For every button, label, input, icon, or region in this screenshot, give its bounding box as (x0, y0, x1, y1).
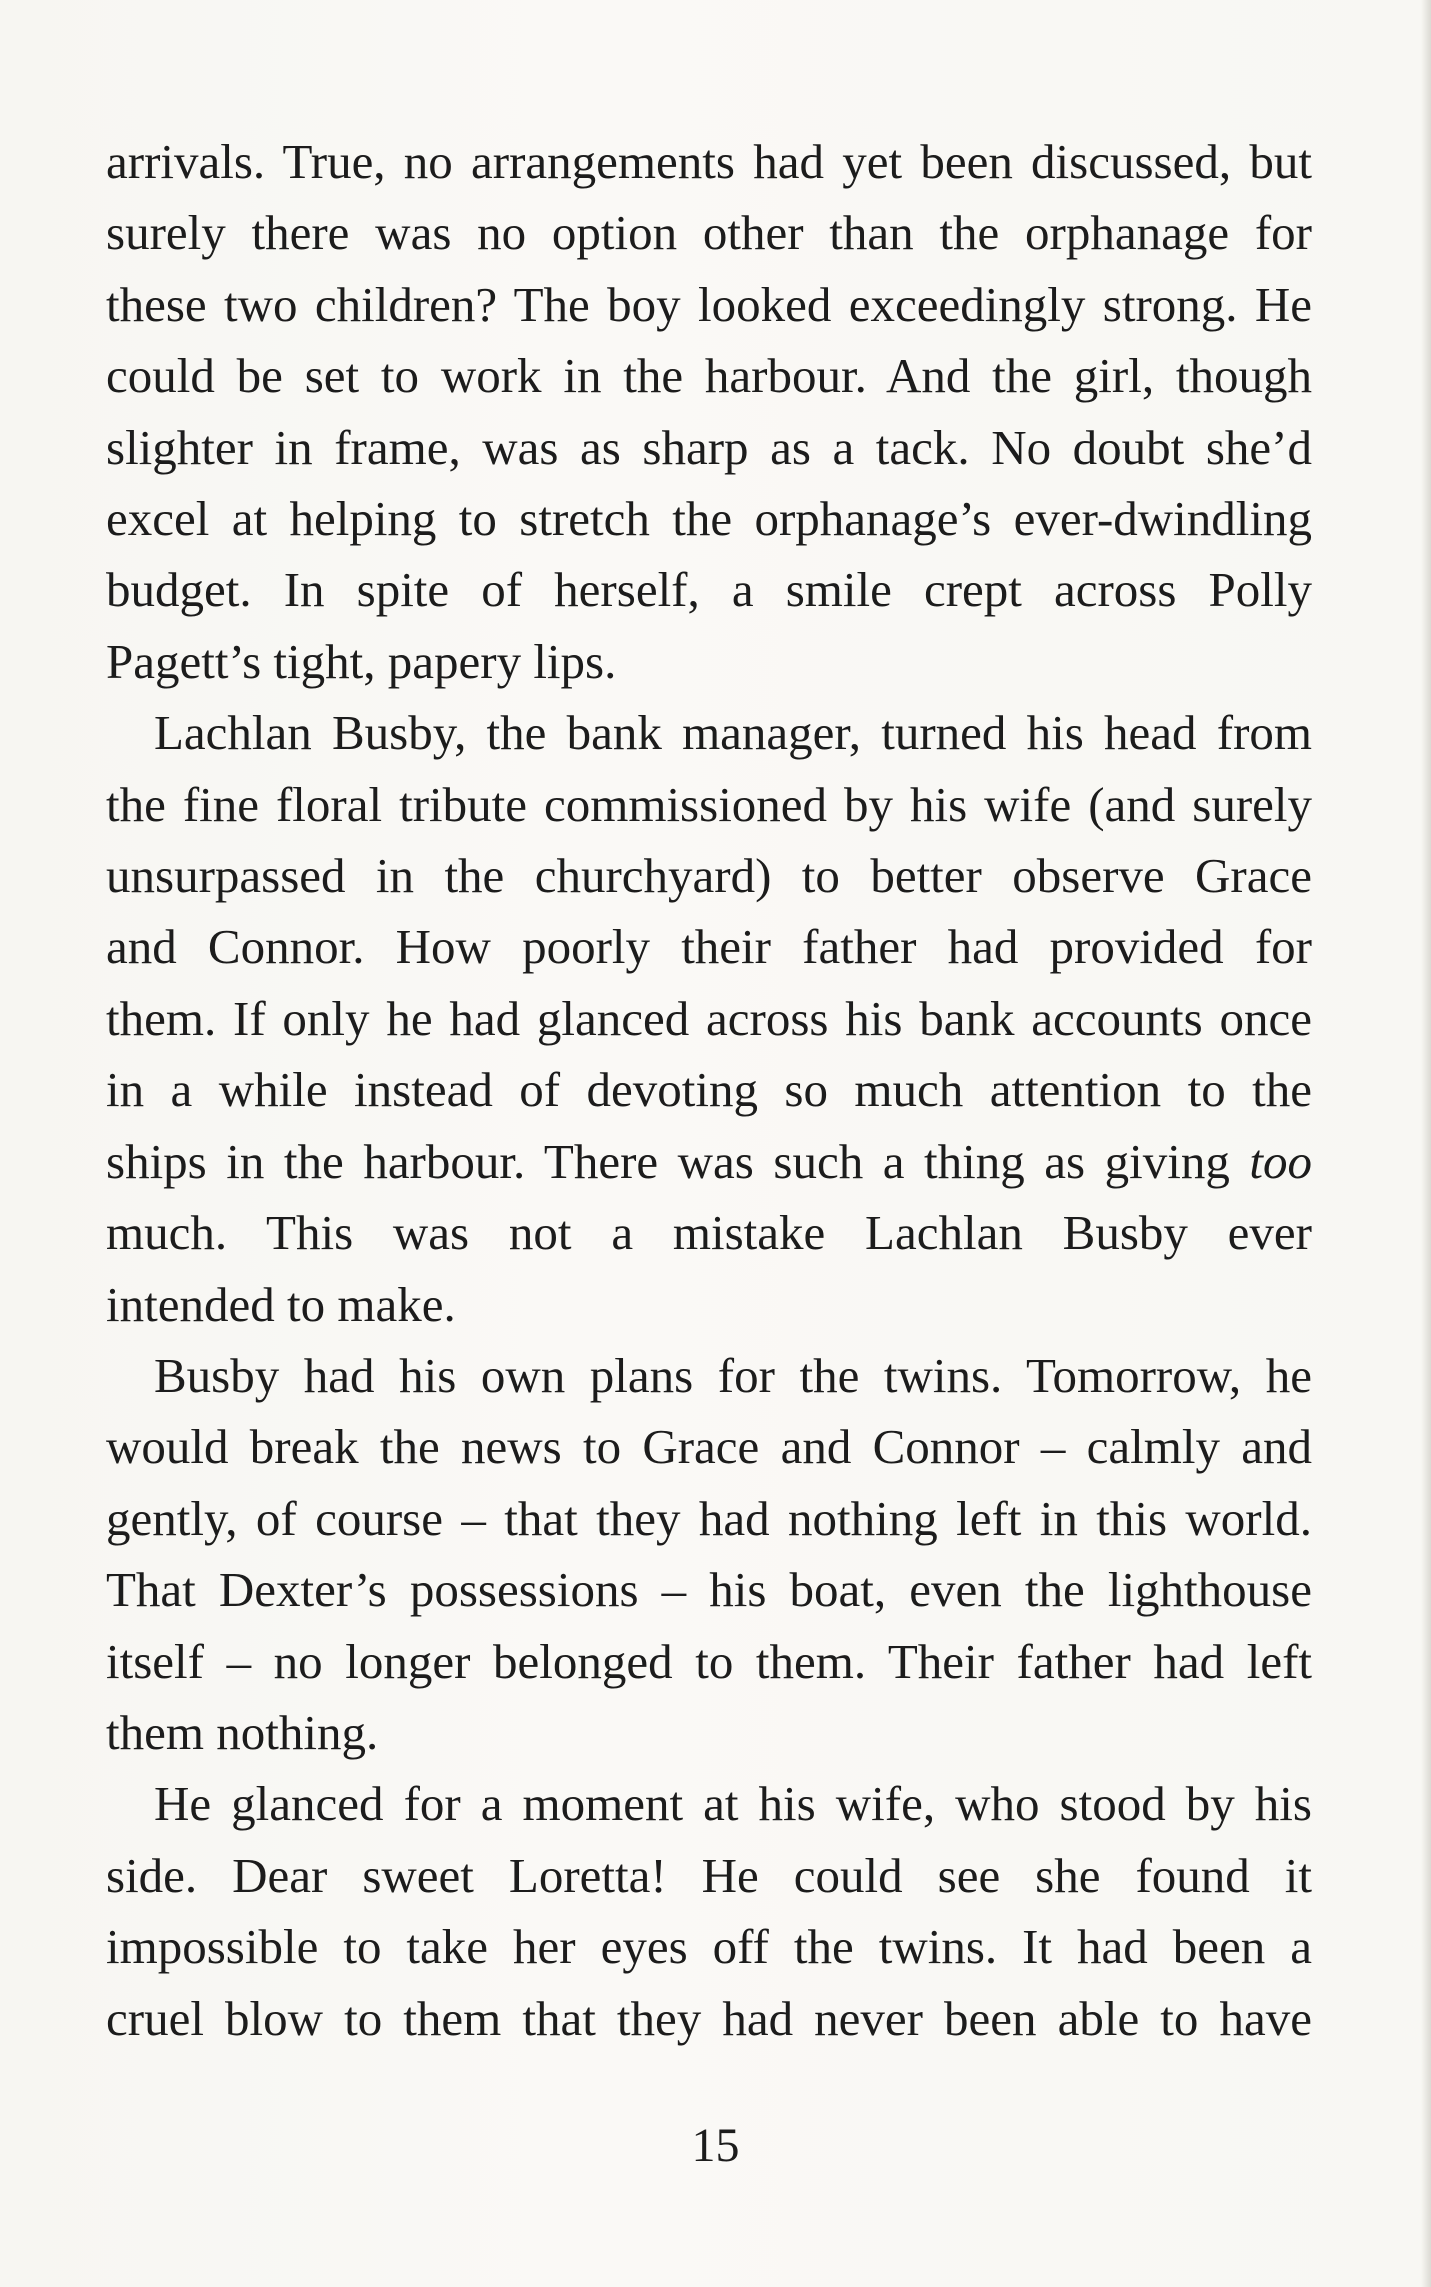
text-line: gently, of course – that they had nothing left in this world. (106, 1490, 1312, 1546)
text-line: much. This was not a mistake Lachlan Busby ever (106, 1205, 1312, 1261)
text-line: excel at helping to stretch the orphanage’s ever-dwindling (106, 491, 1312, 547)
text-line-with-emphasis (106, 1126, 1312, 1197)
text-line: That Dexter’s possessions – his boat, even the lighthouse (106, 1562, 1312, 1618)
paragraph-4 (106, 1768, 1312, 2054)
text-line: them. If only he had glanced across his bank accounts once (106, 990, 1312, 1046)
text-line: unsurpassed in the churchyard) to better observe Grace (106, 848, 1312, 904)
body-text (106, 126, 1312, 2054)
text-line: Busby had his own plans for the twins. Tomorrow, he (154, 1347, 1312, 1403)
text-line: Pagett’s tight, papery lips. (106, 633, 617, 689)
text-line: He glanced for a moment at his wife, who stood by his (154, 1776, 1312, 1832)
text-line: arrivals. True, no arrangements had yet been discussed, but (106, 134, 1312, 189)
text-line: intended to make. (106, 1276, 456, 1332)
text-line: surely there was no option other than the orphanage for (106, 205, 1312, 261)
text-line: would break the news to Grace and Connor – calmly and (106, 1419, 1312, 1475)
paragraph-3 (106, 1340, 1312, 1768)
emphasis-word: too (1249, 1133, 1312, 1189)
text-segment: ships in the harbour. There was such a thing as giving (106, 1133, 1230, 1189)
paragraph-1 (106, 126, 1312, 697)
text-line: in a while instead of devoting so much attention to the (106, 1062, 1312, 1118)
text-line: impossible to take her eyes off the twins. It had been a (106, 1919, 1312, 1975)
text-line: the fine floral tribute commissioned by his wife (and surely (106, 776, 1312, 832)
text-line: could be set to work in the harbour. And the girl, though (106, 348, 1312, 404)
text-line: side. Dear sweet Loretta! He could see she found it (106, 1847, 1312, 1903)
text-line: Lachlan Busby, the bank manager, turned his head from (154, 705, 1312, 761)
paragraph-2 (106, 697, 1312, 1340)
page-edge-shadow (1421, 0, 1431, 2287)
text-line: them nothing. (106, 1704, 379, 1760)
text-line: and Connor. How poorly their father had provided for (106, 919, 1312, 975)
text-line: cruel blow to them that they had never been able to have (106, 1990, 1312, 2046)
text-line: budget. In spite of herself, a smile crept across Polly (106, 562, 1312, 618)
text-line: itself – no longer belonged to them. Their father had left (106, 1633, 1312, 1689)
text-line: these two children? The boy looked exceedingly strong. He (106, 276, 1312, 332)
page-number: 15 (691, 2119, 740, 2172)
text-line: slighter in frame, was as sharp as a tack. No doubt she’d (106, 419, 1312, 475)
